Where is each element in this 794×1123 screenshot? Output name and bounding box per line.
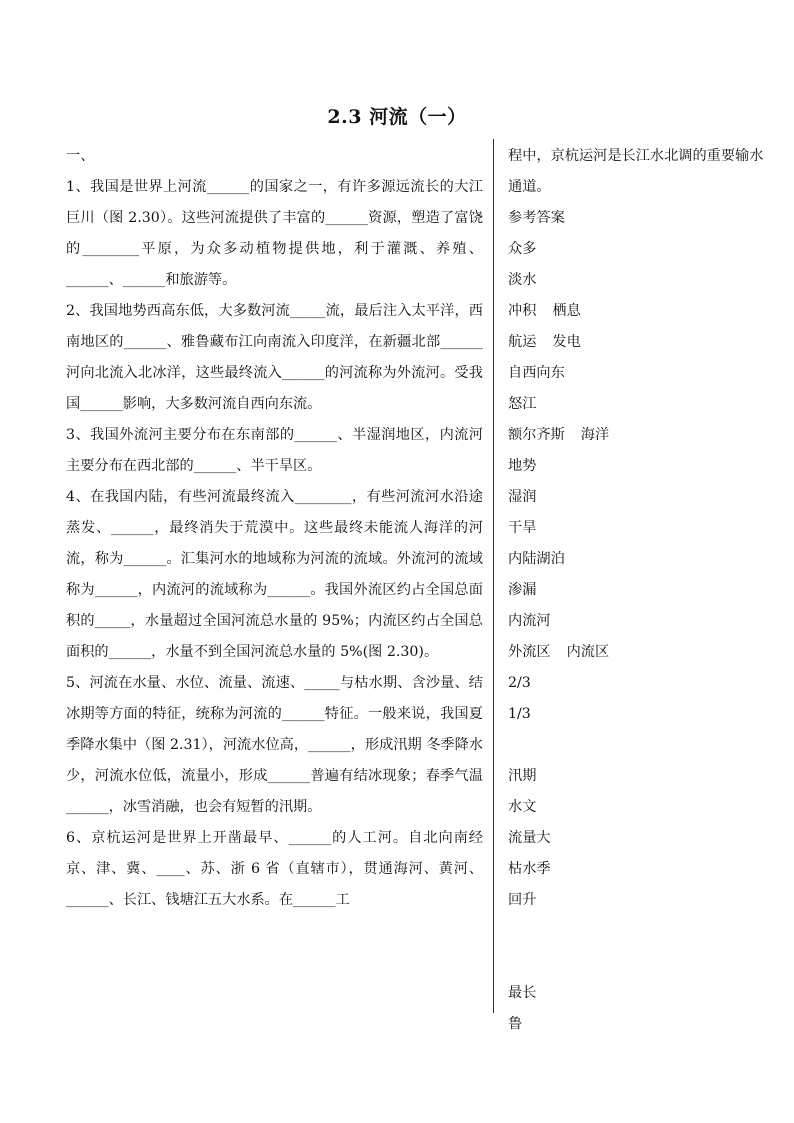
answer-line <box>508 575 770 606</box>
answer-line <box>508 947 770 978</box>
answer-line <box>508 730 770 761</box>
answer-line <box>508 265 770 296</box>
answer-text: 发电 <box>552 334 581 350</box>
question-6: 6、京杭运河是世界上开凿最早、______的人工河。自北向南经京、津、冀、____、苏、浙 6 省（直辖市），贯通海河、黄河、______、长江、钱塘江五大水系。在______工 <box>66 830 483 908</box>
answer-text: 枯水季 <box>508 861 551 877</box>
answer-line <box>508 792 770 823</box>
answer-line <box>508 885 770 916</box>
answer-line <box>508 668 770 699</box>
answer-text: 栖息 <box>552 303 581 319</box>
answer-line <box>508 327 770 358</box>
answer-text: 自西向东 <box>508 365 565 381</box>
answer-text: 1/3 <box>508 706 531 722</box>
question-6-continuation: 程中，京杭运河是长江水北调的重要输水通道。 <box>508 148 764 195</box>
answer-text: 水文 <box>508 799 537 815</box>
answer-text: 海洋 <box>580 427 610 443</box>
answer-line <box>508 916 770 947</box>
answer-text: 内流区 <box>566 644 610 660</box>
answer-line <box>508 978 770 1009</box>
column-divider <box>493 139 494 1013</box>
answer-line <box>508 451 770 482</box>
answer-text: 外流区 <box>508 644 551 660</box>
answer-text: 回升 <box>508 892 537 908</box>
question-3: 3、我国外流河主要分布在东南部的______、半湿润地区，内流河主要分布在西北部的______、半干旱区。 <box>66 427 483 474</box>
answer-line <box>508 296 770 327</box>
answer-text: 地势 <box>508 458 537 474</box>
answer-text: 航运 <box>508 334 537 350</box>
answer-line <box>508 699 770 730</box>
page-title: 2.3 河流（一） <box>327 106 467 128</box>
answer-line <box>508 234 770 265</box>
answer-text: 湿润 <box>508 489 537 505</box>
answer-text: 内陆湖泊 <box>508 551 565 567</box>
answer-line <box>508 606 770 637</box>
answer-text: 冲积 <box>508 303 537 319</box>
answer-text: 内流河 <box>508 613 551 629</box>
answer-line <box>508 854 770 885</box>
answer-text: 淡水 <box>508 272 537 288</box>
answer-text: 额尔齐斯 <box>508 427 565 443</box>
answer-text: 最长 <box>508 985 537 1001</box>
question-5: 5、河流在水量、水位、流量、流速、_____与枯水期、含沙量、结冰期等方面的特征，统称为河流的______特征。一般来说，我国夏季降水集中（图 2.31），河流水位高，______，形成汛期 冬季降水少，河流水位低，流量小，形成______普遍有结冰现象；春季气温______，冰雪消融，也会有短暂的汛期。 <box>66 675 483 815</box>
questions-column <box>66 141 483 916</box>
answer-text: 2/3 <box>508 675 531 691</box>
answer-text: 干旱 <box>508 520 537 536</box>
section-label: 一、 <box>66 148 95 164</box>
answers-header: 参考答案 <box>508 210 565 226</box>
answer-line <box>508 823 770 854</box>
answer-text: 渗漏 <box>508 582 537 598</box>
answer-line <box>508 761 770 792</box>
answers-column <box>508 141 770 1040</box>
question-2: 2、我国地势西高东低，大多数河流_____流，最后注入太平洋，西南地区的______、雅鲁藏布江向南流入印度洋，在新疆北部______河向北流入北冰洋，这些最终流入______的河流称为外流河。受我国______影响，大多数河流自西向东流。 <box>66 303 483 412</box>
answer-text: 汛期 <box>508 768 537 784</box>
answer-line <box>508 389 770 420</box>
answer-line <box>508 1009 770 1040</box>
answer-line <box>508 358 770 389</box>
answer-line <box>508 637 770 668</box>
answer-text: 怒江 <box>508 396 537 412</box>
answer-line <box>508 482 770 513</box>
question-1: 1、我国是世界上河流______的国家之一，有许多源远流长的大江巨川（图 2.30）。这些河流提供了丰富的______资源，塑造了富饶的________平原，为众多动植物提供地，利于灌溉、养殖、______、______和旅游等。 <box>66 179 483 288</box>
question-4: 4、在我国内陆，有些河流最终流入________，有些河流河水沿途蒸发、______，最终消失于荒漠中。这些最终未能流人海洋的河流，称为______。汇集河水的地域称为河流的流域。外流河的流域称为______，内流河的流域称为______。我国外流区约占全国总面积的_____，水量超过全国河流总水量的 95%；内流区约占全国总面积的______，水量不到全国河流总水量的 5%(图 2.30)。 <box>66 489 483 660</box>
answer-text: 众多 <box>508 241 537 257</box>
answer-text: 鲁 <box>508 1016 523 1032</box>
answer-text: 流量大 <box>508 830 551 846</box>
answer-line <box>508 513 770 544</box>
answer-line <box>508 420 770 451</box>
answer-line <box>508 544 770 575</box>
answer-list <box>508 234 770 1040</box>
